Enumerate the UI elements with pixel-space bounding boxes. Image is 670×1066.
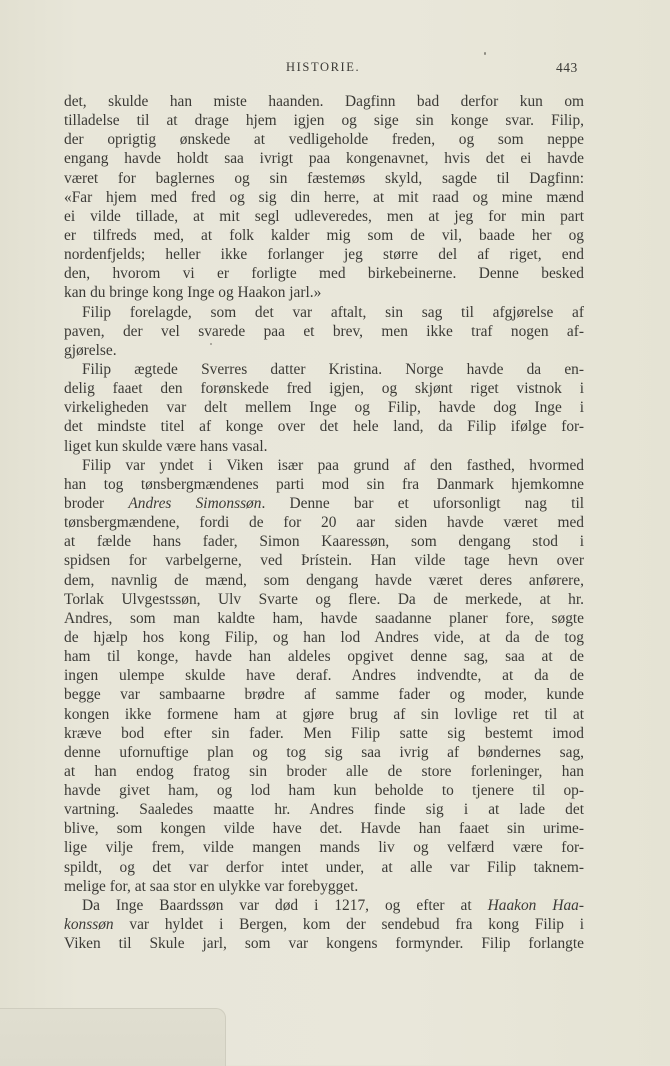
text-line: der oprigtig ønskede at vedligeholde freden, og som neppe <box>64 131 584 149</box>
text-line: kræve bod efter sin fader. Men Filip satte sig bestemt imod <box>64 724 584 742</box>
text-line: havde givet ham, og lod ham kun beholde to tjenere til op- <box>64 782 584 800</box>
text-segment: broder <box>64 494 129 512</box>
text-line: kan du bringe kong Inge og Haakon jarl.» <box>64 284 322 302</box>
text-line <box>64 494 584 513</box>
text-line: nordenfjelds; heller ikke forlanger jeg større del af riget, end <box>64 246 584 264</box>
body-text <box>64 92 584 953</box>
text-line: lige vilje frem, vilde mangen mands liv og velfærd være for- <box>64 839 584 857</box>
text-line: ei vilde tillade, at mit segl udleveredes, men at jeg for min part <box>64 207 584 225</box>
text-segment: var hyldet i Bergen, kom der sendebud fra kong Filip i <box>113 916 584 934</box>
text-line: Filip var yndet i Viken især paa grund af den fasthed, hvormed <box>82 456 584 474</box>
text-line: Filip ægtede Sverres datter Kristina. Norge havde da en- <box>82 360 584 378</box>
text-line: gjørelse. <box>64 341 117 359</box>
text-line: kongen ikke formene ham at gjøre brug af sin lovlige ret til at <box>64 705 584 723</box>
text-line: været for baglernes og sin fæstemøs skyld, sagde til Dagfinn: <box>64 169 584 187</box>
text-line: begge var sambaarne brødre af samme fader og moder, kunde <box>64 686 584 704</box>
running-head <box>0 60 670 80</box>
text-line: ingen ulempe skulde have deraf. Andres indvendte, at da de <box>64 667 584 685</box>
text-line: han tog tønsbergmændenes parti mod sin fra Danmark hjemkomne <box>64 475 584 493</box>
text-line: de hjælp hos kong Filip, og han lod Andres vide, at da de tog <box>64 628 584 646</box>
text-segment: Da Inge Baardssøn var død i 1217, og efter at <box>82 896 488 914</box>
text-line: denne ufornuftige plan og tog sig saa ivrig af bøndernes sag, <box>64 743 584 761</box>
text-line: delig faaet den forønskede fred igjen, og skjønt riget vistnok i <box>64 380 584 398</box>
page-number: 443 <box>556 60 578 75</box>
text-line: liget kun skulde være hans vasal. <box>64 437 268 455</box>
text-line: er tilfreds med, at folk kalder mig som de vil, baade her og <box>64 226 584 244</box>
text-line <box>64 896 584 915</box>
text-segment: . Denne bar et uforsonligt nag til <box>261 494 584 512</box>
text-line: paven, der vel svarede paa et brev, men ikke traf nogen af- <box>64 322 584 340</box>
text-line: Filip forelagde, som det var aftalt, sin sag til afgjørelse af <box>82 303 584 321</box>
print-speck <box>484 52 486 55</box>
text-line: spildt, og det var derfor intet under, at alle var Filip taknem- <box>64 858 584 876</box>
italic-name: Haakon Haa- <box>487 896 584 914</box>
text-line: at han endog fratog sin broder alle de store forleninger, han <box>64 762 584 780</box>
text-line: ham til konge, havde han aldeles opgivet denne sag, saa at de <box>64 648 584 666</box>
text-line: engang havde holdt saa ivrigt paa kongenavnet, hvis det ei havde <box>64 150 584 168</box>
running-head-title: HISTORIE. <box>286 60 361 74</box>
text-line: melige for, at saa stor en ulykke var forebygget. <box>64 877 359 895</box>
text-line: den, hvorom vi er forligte med birkebeinerne. Denne besked <box>64 265 584 283</box>
text-line: Viken til Skule jarl, som var kongens formynder. Filip forlangte <box>64 935 584 953</box>
text-line: Torlak Ulvgestssøn, Ulv Svarte og flere. Da de merkede, at hr. <box>64 590 584 608</box>
italic-name: Andres Simonssøn <box>128 494 262 512</box>
text-line: vartning. Saaledes maatte hr. Andres finde sig i at lade det <box>64 801 584 819</box>
text-line: det, skulde han miste haanden. Dagfinn bad derfor kun om <box>64 93 584 110</box>
text-line: tønsbergmændene, fordi de for 20 aar siden havde været med <box>64 514 584 532</box>
text-line: blive, som kongen vilde have det. Havde han faaet sin urime- <box>64 820 584 838</box>
text-line: Andres, som man kaldte ham, havde saadanne planer fore, søgte <box>64 609 584 627</box>
text-line: virkeligheden var delt mellem Inge og Filip, havde dog Inge i <box>64 399 584 417</box>
text-line: «Far hjem med fred og sig din herre, at mit raad og mine mænd <box>64 188 584 206</box>
italic-name: konssøn <box>64 916 114 934</box>
text-line: det mindste titel af konge over det hele land, da Filip ifølge for- <box>64 418 584 436</box>
text-line: spidsen for varbelgerne, ved Þrístein. Han vilde tage hevn over <box>64 552 584 570</box>
page-corner-shadow <box>0 1008 226 1066</box>
text-line: dem, navnlig de mænd, som dengang havde været deres anførere, <box>64 571 584 589</box>
text-line <box>64 915 584 934</box>
text-line: at fælde hans fader, Simon Kaaressøn, som dengang stod i <box>64 533 584 551</box>
text-line: tilladelse til at drage hjem igjen og sige sin konge svar. Filip, <box>64 112 584 130</box>
